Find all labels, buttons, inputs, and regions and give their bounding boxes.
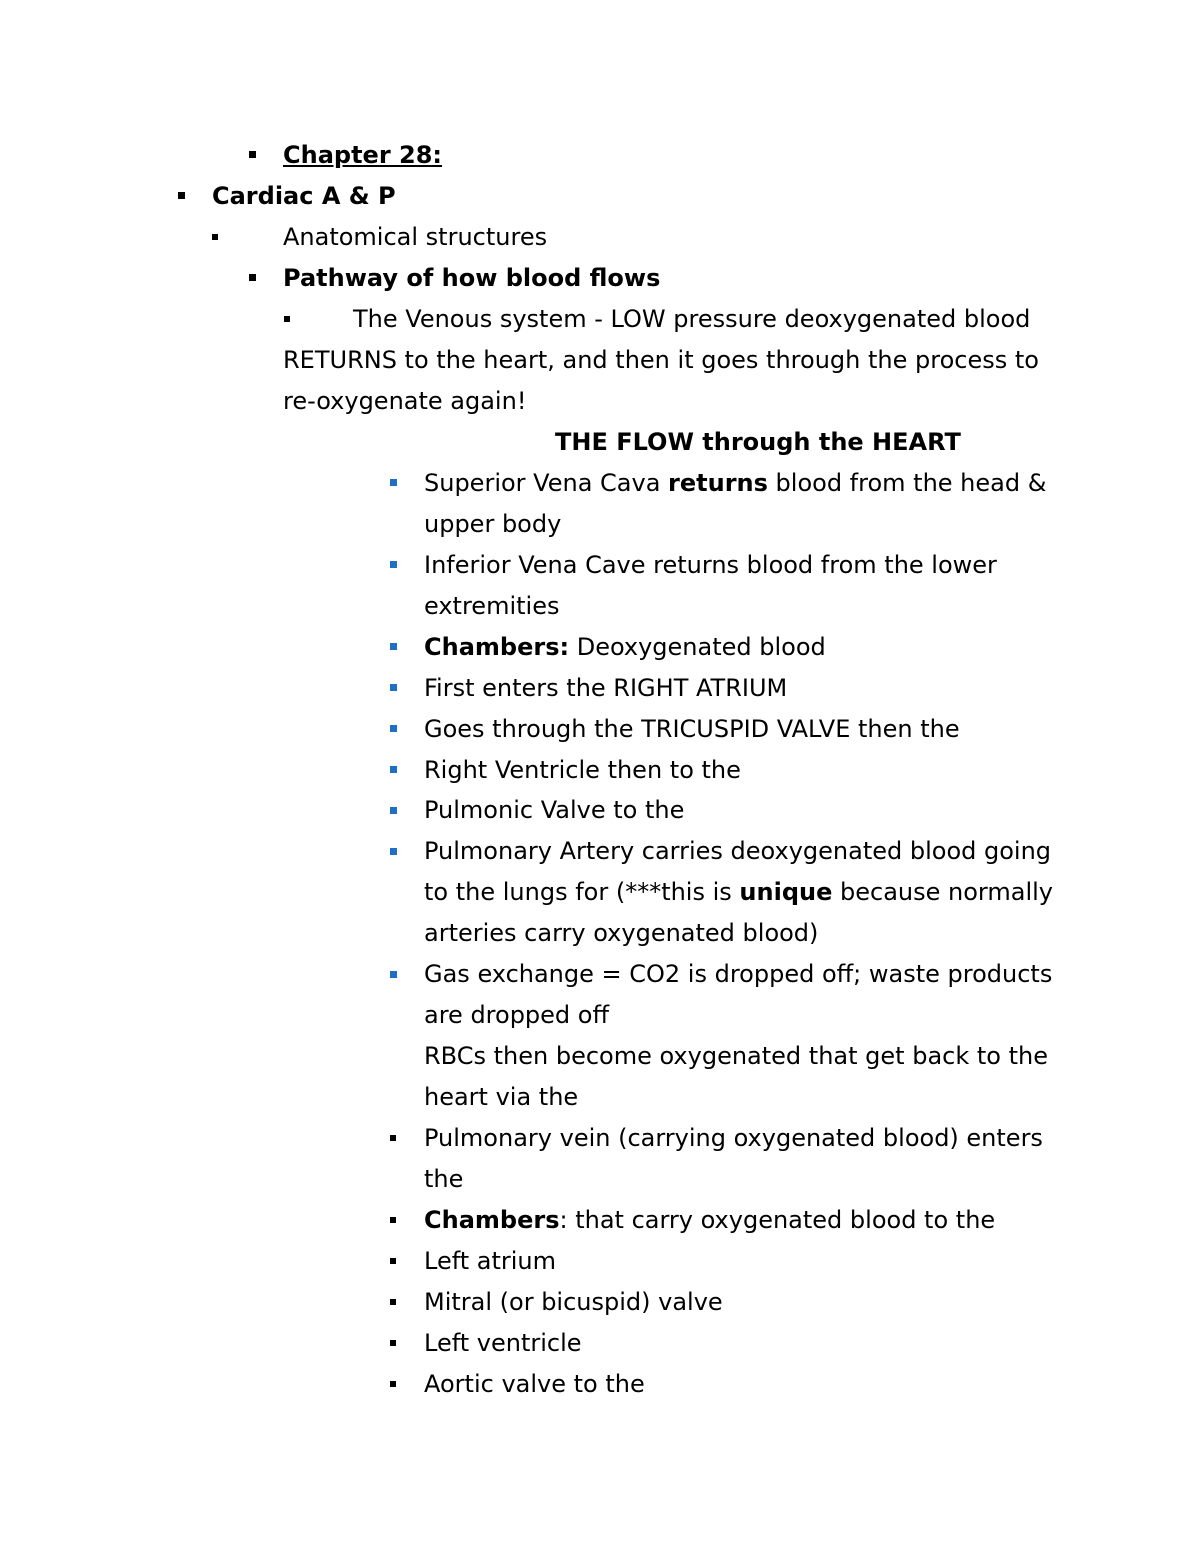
- first-enters-item: First enters the RIGHT ATRIUM: [424, 674, 788, 702]
- svc-text-c: blood from the head &: [767, 469, 1047, 497]
- aortic-item: Aortic valve to the: [424, 1370, 645, 1398]
- gas-line-2: are dropped off: [424, 1001, 610, 1029]
- bullet-icon: [390, 971, 397, 978]
- pa-text-c: because normally: [832, 878, 1053, 906]
- svc-text-bold: returns: [668, 469, 768, 497]
- left-atrium-item: Left atrium: [424, 1247, 557, 1275]
- rbc-line-1: RBCs then become oxygenated that get back to the: [424, 1042, 1048, 1070]
- bullet-icon: [249, 151, 256, 158]
- bullet-icon: [390, 1299, 396, 1305]
- ivc-line-1: Inferior Vena Cave returns blood from the lower: [424, 551, 997, 579]
- bullet-icon: [212, 234, 218, 240]
- chambers-oxy-item: [424, 1200, 995, 1241]
- pa-text-a: to the lungs for (***this is: [424, 878, 740, 906]
- mitral-item: Mitral (or bicuspid) valve: [424, 1288, 723, 1316]
- bullet-icon: [284, 316, 290, 322]
- pa-line-3: arteries carry oxygenated blood): [424, 919, 819, 947]
- bullet-icon: [390, 1258, 396, 1264]
- rbc-line-2: heart via the: [424, 1083, 579, 1111]
- pv-line-2: the: [424, 1165, 464, 1193]
- ivc-line-2: extremities: [424, 592, 560, 620]
- chambers-deoxy-item: [424, 627, 826, 668]
- svc-line-2: upper body: [424, 510, 562, 538]
- venous-line-3: re-oxygenate again!: [283, 387, 527, 415]
- bullet-icon: [390, 1340, 396, 1346]
- venous-line-1: The Venous system - LOW pressure deoxygenated blood: [353, 305, 1031, 333]
- bullet-icon: [178, 192, 185, 199]
- bullet-icon: [390, 725, 397, 732]
- bullet-icon: [390, 561, 397, 568]
- bullet-icon: [390, 479, 397, 486]
- right-ventricle-item: Right Ventricle then to the: [424, 756, 741, 784]
- svc-text-a: Superior Vena Cava: [424, 469, 669, 497]
- bullet-icon: [390, 684, 397, 691]
- cardiac-heading: Cardiac A & P: [212, 182, 396, 210]
- pulmonic-item: Pulmonic Valve to the: [424, 796, 685, 824]
- bullet-icon: [390, 766, 397, 773]
- flow-heading: THE FLOW through the HEART: [555, 428, 961, 456]
- venous-line-2: RETURNS to the heart, and then it goes through the process to: [283, 346, 1039, 374]
- bullet-icon: [390, 848, 397, 855]
- bullet-icon: [390, 643, 397, 650]
- pv-line-1: Pulmonary vein (carrying oxygenated blood) enters: [424, 1124, 1043, 1152]
- pa-text-bold: unique: [739, 878, 833, 906]
- chambers-label: Chambers:: [424, 633, 570, 661]
- chapter-heading: Chapter 28:: [283, 141, 443, 169]
- tricuspid-item: Goes through the TRICUSPID VALVE then the: [424, 715, 960, 743]
- bullet-icon: [390, 1217, 396, 1223]
- svc-line-1: [424, 463, 1046, 504]
- chambers-text: Deoxygenated blood: [569, 633, 826, 661]
- left-ventricle-item: Left ventricle: [424, 1329, 582, 1357]
- pathway-heading: Pathway of how blood flows: [283, 264, 661, 292]
- pa-line-1: Pulmonary Artery carries deoxygenated blood going: [424, 837, 1052, 865]
- gas-line-1: Gas exchange = CO2 is dropped off; waste products: [424, 960, 1053, 988]
- pa-line-2: [424, 872, 1053, 913]
- bullet-icon: [249, 274, 256, 281]
- chambers-label: Chambers: [424, 1206, 560, 1234]
- bullet-icon: [390, 807, 397, 814]
- bullet-icon: [390, 1135, 396, 1141]
- bullet-icon: [390, 1381, 396, 1387]
- chambers-text: : that carry oxygenated blood to the: [559, 1206, 996, 1234]
- anatomical-item: Anatomical structures: [283, 223, 548, 251]
